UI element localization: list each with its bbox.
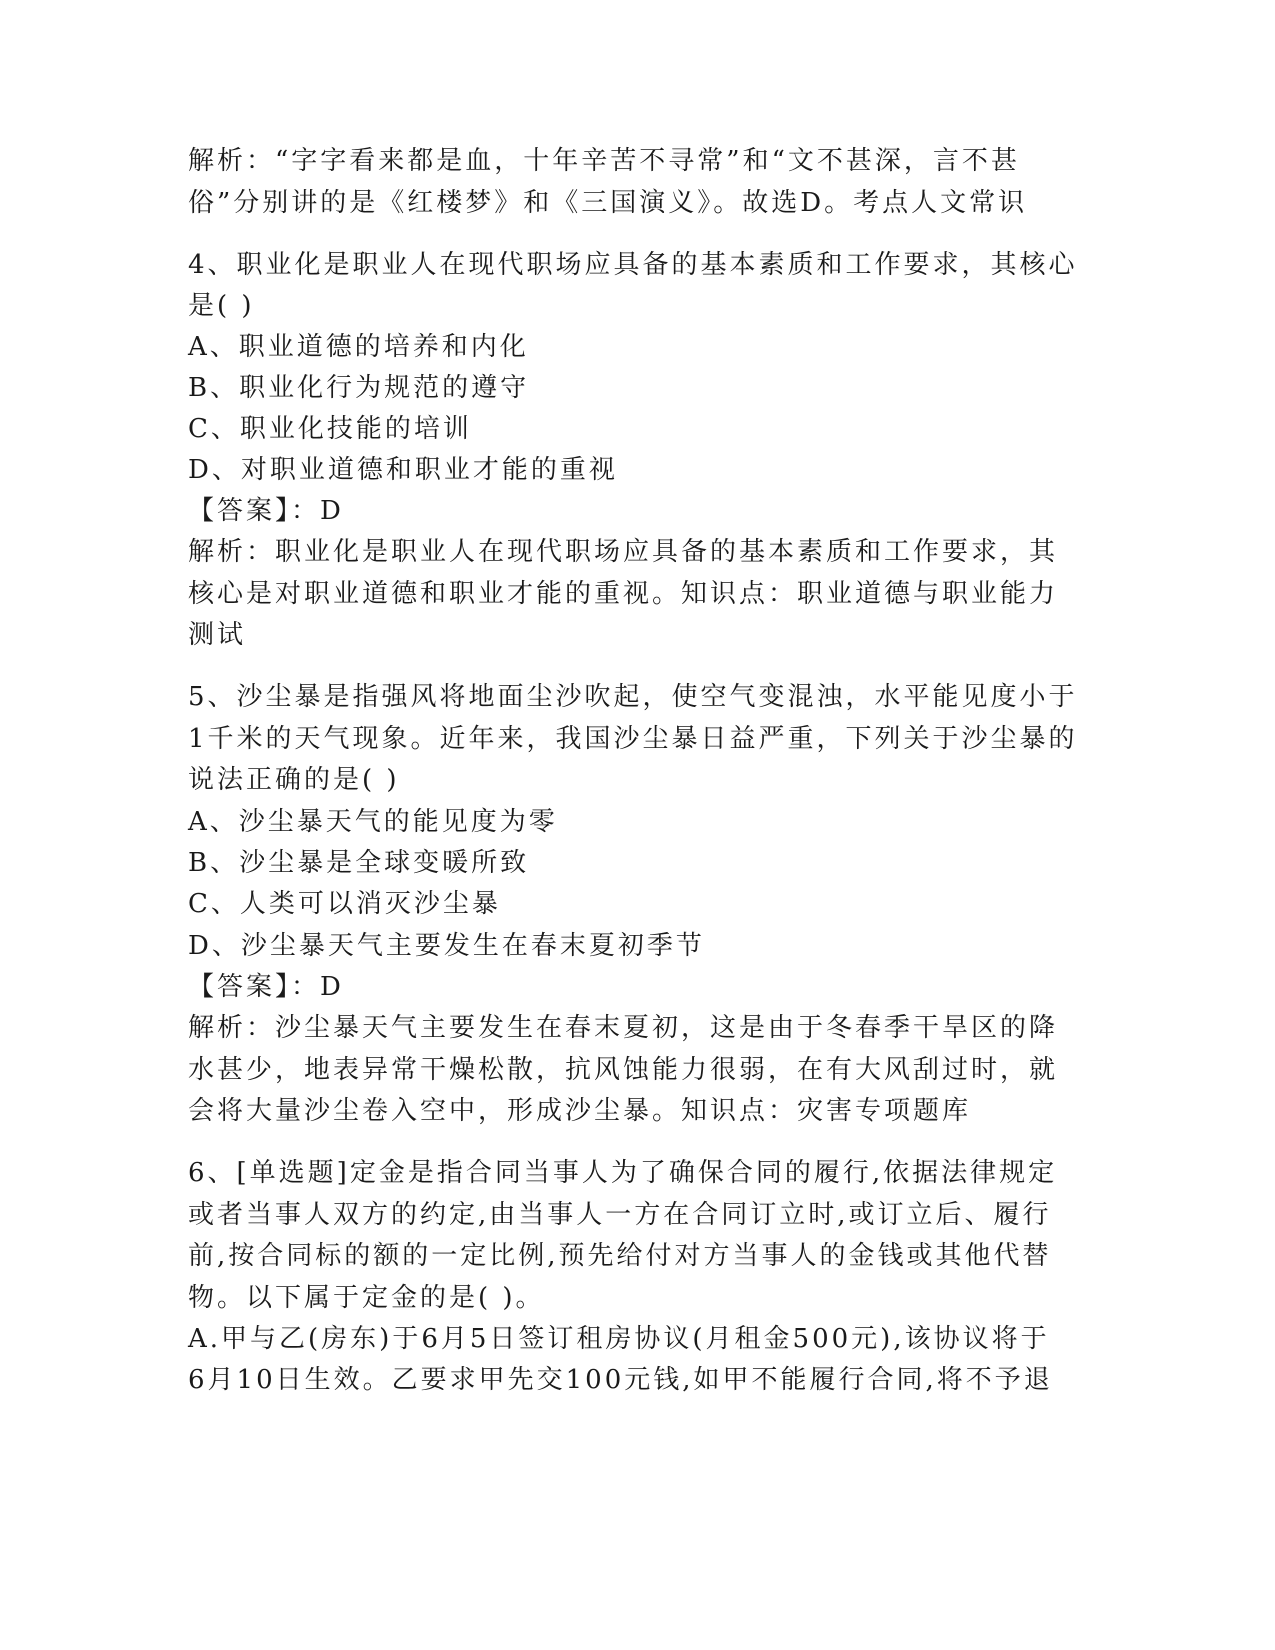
q5-option-d: D、沙尘暴天气主要发生在春末夏初季节 [188, 931, 705, 961]
q6-stem-line-4: 物。以下属于定金的是( )。 [188, 1283, 545, 1313]
q4-analysis-line-2: 核心是对职业道德和职业才能的重视。知识点：职业道德与职业能力 [188, 579, 1059, 609]
q6-stem-line-3: 前,按合同标的额的一定比例,预先给付对方当事人的金钱或其他代替 [188, 1241, 1052, 1271]
q6-stem-line-1: 6、[单选题]定金是指合同当事人为了确保合同的履行,依据法律规定 [188, 1158, 1058, 1188]
q5-analysis-line-1: 解析：沙尘暴天气主要发生在春末夏初，这是由于冬春季干旱区的降 [188, 1013, 1059, 1043]
q4-answer: 【答案】：D [188, 496, 344, 526]
q4-analysis-line-1: 解析：职业化是职业人在现代职场应具备的基本素质和工作要求，其 [188, 537, 1059, 567]
q4-stem-line-1: 4、职业化是职业人在现代职场应具备的基本素质和工作要求，其核心 [188, 250, 1078, 280]
q5-option-a: A、沙尘暴天气的能见度为零 [188, 807, 558, 837]
q6-option-a-line-2: 6月10日生效。乙要求甲先交100元钱,如甲不能履行合同,将不予退 [188, 1365, 1053, 1395]
q5-stem-line-3: 说法正确的是( ) [188, 765, 400, 795]
q5-stem-line-2: 1千米的天气现象。近年来，我国沙尘暴日益严重，下列关于沙尘暴的 [188, 724, 1078, 754]
q4-stem-line-2: 是( ) [188, 291, 255, 321]
q5-answer: 【答案】：D [188, 972, 344, 1002]
q4-option-d: D、对职业道德和职业才能的重视 [188, 455, 618, 485]
q5-stem-line-1: 5、沙尘暴是指强风将地面尘沙吹起，使空气变混浊，水平能见度小于 [188, 682, 1078, 712]
q4-analysis-line-3: 测试 [188, 620, 247, 650]
q5-option-c: C、人类可以消灭沙尘暴 [188, 889, 501, 919]
q4-option-c: C、职业化技能的培训 [188, 414, 472, 444]
q4-option-b: B、职业化行为规范的遵守 [188, 373, 530, 403]
q3-analysis-line-1: 解析：“字字看来都是血，十年辛苦不寻常”和“文不甚深，言不甚 [188, 146, 1020, 176]
q5-analysis-line-2: 水甚少，地表异常干燥松散，抗风蚀能力很弱，在有大风刮过时，就 [188, 1055, 1059, 1085]
q5-analysis-line-3: 会将大量沙尘卷入空中，形成沙尘暴。知识点：灾害专项题库 [188, 1096, 972, 1126]
q3-analysis-line-2: 俗”分别讲的是《红楼梦》和《三国演义》。故选D。考点人文常识 [188, 188, 1028, 218]
q6-option-a-line-1: A.甲与乙(房东)于6月5日签订租房协议(月租金500元),该协议将于 [188, 1324, 1050, 1354]
q4-option-a: A、职业道德的培养和内化 [188, 332, 529, 362]
q5-option-b: B、沙尘暴是全球变暖所致 [188, 848, 530, 878]
q6-stem-line-2: 或者当事人双方的约定,由当事人一方在合同订立时,或订立后、履行 [188, 1200, 1052, 1230]
